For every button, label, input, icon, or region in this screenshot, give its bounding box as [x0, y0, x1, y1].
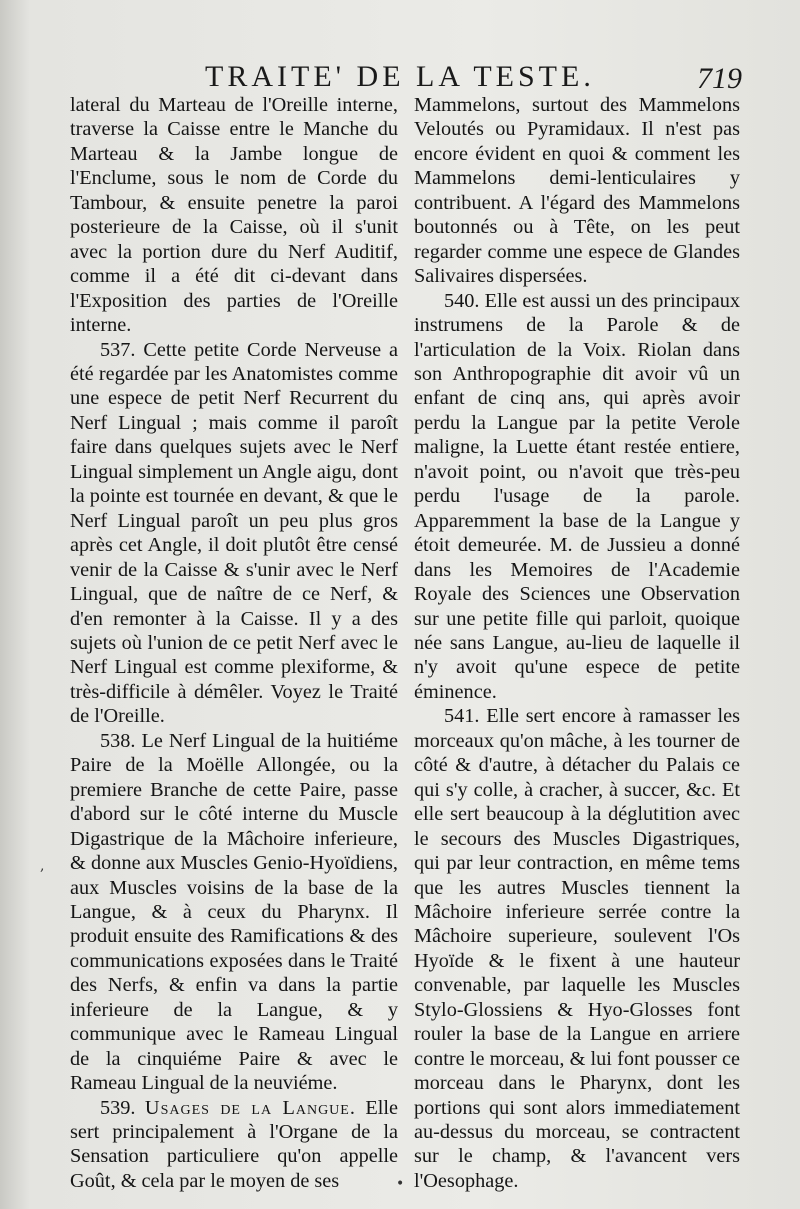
paragraph-541: 541. Elle sert encore à ramasser les morceaux qu'on mâche, à les tourner de côté & d'autre, à détacher du Palais ce qui s'y colle, à cracher, à succer, &c. Et elle sert beaucoup à la déglutition avec le secours des Muscles Digastriques, qui par leur contraction, en même tems que les autres Muscles tiennent la Mâchoire inferieure serrée contre la Mâchoire superieure, soulevent l'Os Hyoïde & le fixent à une hauteur convenable, par laquelle les Muscles Stylo-Glossiens & Hyo-Glosses font rouler la base de la Langue en arriere contre le morceau, & lui font pousser ce morceau dans le Pharynx, dont les portions qui sont alors immediatement au-dessus du morceau, se contractent sur le champ, & l'avancent vers l'Oesophage.: [414, 705, 740, 1192]
paragraph-537: 537. Cette petite Corde Nerveuse a été regardée par les Anatomistes comme une espece de petit Nerf Recurrent du Nerf Lingual ; mais comme il paroît faire dans quelques sujets avec le Nerf Lingual simplement un Angle aigu, dont la pointe est tournée en devant, & que le Nerf Lingual paroît un peu plus gros après cet Angle, il doit plutôt être censé venir de la Caisse & s'unir avec le Nerf Lingual, que de naître de ce Nerf, & d'en remonter à la Caisse. Il y a des sujets où l'union de ce petit Nerf avec le Nerf Lingual est comme plexiforme, & très-difficile à démêler. Voyez le Traité de l'Oreille.: [70, 338, 398, 728]
paragraph-540: 540. Elle est aussi un des principaux instrumens de la Parole & de l'articulation de la Voix. Riolan dans son Anthropographie dit avoir vû un enfant de cinq ans, qui après avoir perdu la Langue par la petite Verole maligne, la Luette étant restée entiere, n'avoit point, ou n'avoit que très-peu perdu l'usage de la parole. Apparemment la base de la Langue y étoit demeurée. M. de Jussieu a donné dans les Memoires de l'Academie Royale des Sciences une Observation sur une petite fille qui parloit, quoique née sans Langue, au-lieu de laquelle il n'y avoit qu'une espece de petite éminence.: [414, 289, 740, 703]
section-heading-usages: Usages de la Langue.: [144, 1096, 356, 1119]
bottom-speck: •: [396, 1176, 405, 1192]
margin-speck: ,: [40, 858, 45, 874]
paragraph-536-continued: lateral du Marteau de l'Oreille interne, traverse la Caisse entre le Manche du Marteau & la Jambe longue de l'Enclume, sous le nom de Corde du Tambour, & ensuite penetre la paroi posterieure de la Caisse, où il s'unit avec la portion dure du Nerf Auditif, comme il a été dit ci-devant dans l'Exposition des parties de l'Oreille interne.: [70, 94, 398, 337]
page-number: 719: [697, 62, 742, 95]
paragraph-539-number: 539.: [100, 1096, 136, 1119]
left-column: [70, 93, 398, 1193]
paragraph-539: [70, 1096, 398, 1194]
running-head: TRAITE' DE LA TESTE.: [205, 60, 595, 93]
paragraph-539-text: Elle sert principalement à l'Organe de la Sensation particuliere qu'on appelle Goût, & cela par le moyen de ses: [70, 1096, 399, 1192]
right-column: [414, 93, 740, 1193]
paragraph-539-continued: Mammelons, surtout des Mammelons Veloutés ou Pyramidaux. Il n'est pas encore évident en quoi & comment les Mammelons demi-lenticulaires y contribuent. A l'égard des Mammelons boutonnés ou à Tête, on les peut regarder comme une espece de Glandes Salivaires dispersées.: [414, 94, 740, 288]
paragraph-538: 538. Le Nerf Lingual de la huitiéme Paire de la Moëlle Allongée, ou la premiere Branche de cette Paire, passe d'abord sur le côté interne du Muscle Digastrique de la Mâchoire inferieure, & donne aux Muscles Genio-Hyoïdiens, aux Muscles voisins de la base de la Langue, & à ceux du Pharynx. Il produit ensuite des Ramifications & des communications exposées dans le Traité des Nerfs, & enfin va dans la partie inferieure de la Langue, & y communique avec le Rameau Lingual de la cinquiéme Paire & avec le Rameau Lingual de la neuviéme.: [70, 729, 398, 1095]
